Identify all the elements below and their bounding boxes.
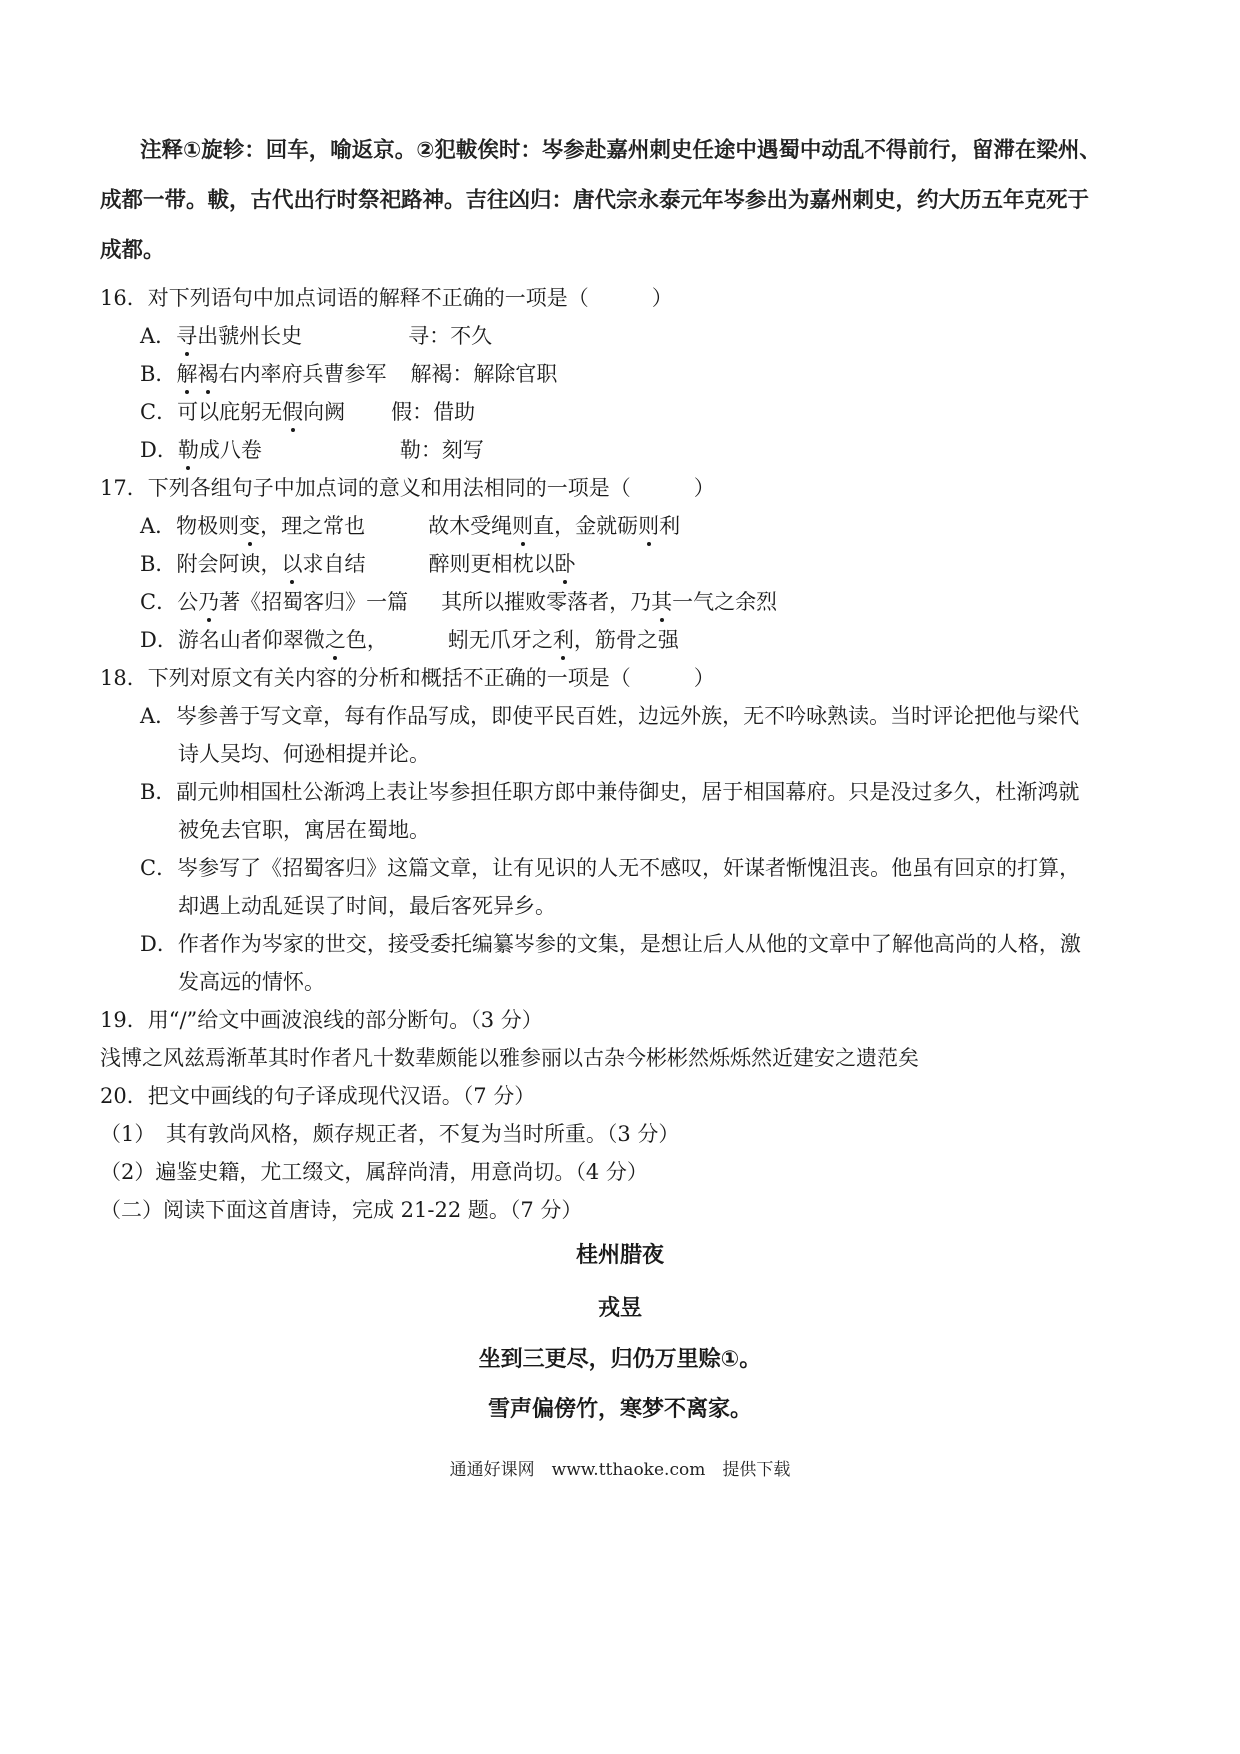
poem-author: 戎昱 (597, 1296, 642, 1321)
q17-d-sentence-1: 游名山者仰翠微之色， (178, 625, 448, 655)
q16-option-d: D．勒成八卷 勒：刻写 (140, 435, 484, 465)
q18-option-d-line-1: D．作者作为岑家的世交，接受委托编纂岑参的文集，是想让后人从他的文章中了解他高尚的人格，激 (140, 932, 1081, 956)
q18-option-a-line-1: A．岑参善于写文章，每有作品写成，即使平民百姓，边远外族，无不吟咏熟读。当时评论把他与梁代 (140, 704, 1080, 728)
q16-c-gloss: 假：借助 (391, 400, 476, 424)
q16-a-gloss: 寻：不久 (408, 324, 493, 348)
q19-stem: 19．用“/”给文中画波浪线的部分断句。（3 分） (100, 1008, 543, 1032)
emphasis-dot: 利 (553, 625, 574, 655)
page-footer: 通通好课网 www.tthaoke.com 提供下载 (449, 1460, 791, 1480)
emphasis-dot: 假 (282, 397, 303, 427)
q17-d-sentence-2: 蚓无爪牙之利，筋骨之强 (448, 628, 679, 652)
emphasis-dot: 则 (512, 511, 533, 541)
poem-line-1: 坐到三更尽，归仍万里赊①。 (478, 1347, 762, 1372)
q17-option-b: B．附会阿谀，以求自结 醉则更相枕以卧 (140, 549, 575, 579)
q17-b-sentence-2: 醉则更相枕以卧 (428, 552, 575, 576)
emphasis-dot: 寻 (176, 321, 197, 351)
q20-stem: 20．把文中画线的句子译成现代汉语。（7 分） (100, 1084, 536, 1108)
q17-option-a: A．物极则变，理之常也 故木受绳则直，金就砺则利 (140, 511, 680, 541)
q18-option-b-line-2: 被免去官职，寓居在蜀地。 (178, 818, 430, 842)
q16-option-a: A．寻出虢州长史 寻：不久 (140, 321, 492, 351)
note-line-1: 注释①旋轸：回车，喻返京。②犯軷俟时：岑参赴嘉州刺史任途中遇蜀中动乱不得前行，留滞在梁州、 (140, 138, 1101, 163)
emphasis-dot: 变 (239, 511, 260, 541)
q17-a-sentence-2: 故木受绳则直，金就砺则利 (428, 514, 680, 538)
emphasis-dot: 其 (651, 587, 672, 617)
emphasis-dot: 卧 (554, 549, 575, 579)
q18-option-c-line-2: 却遇上动乱延误了时间，最后客死异乡。 (178, 894, 556, 918)
poem-title: 桂州腊夜 (575, 1243, 664, 1268)
emphasis-dot: 以 (281, 549, 302, 579)
note-line-2: 成都一带。軷，古代出行时祭祀路神。吉往凶归：唐代宗永泰元年岑参出为嘉州刺史，约大历五年克死于 (100, 188, 1090, 213)
q16-b-text: 解褐右内率府兵曹参军 (176, 359, 410, 389)
q18-option-d-line-2: 发高远的情怀。 (178, 970, 325, 994)
emphasis-dot: 解 (176, 359, 197, 389)
q16-stem: 16．对下列语句中加点词语的解释不正确的一项是（ ） (100, 286, 673, 310)
q17-b-sentence-1: 附会阿谀，以求自结 (176, 549, 428, 579)
q16-option-b: B．解褐右内率府兵曹参军 解褐：解除官职 (140, 359, 557, 389)
q17-a-sentence-1: 物极则变，理之常也 (176, 511, 428, 541)
q20-sentence-2: （2）遍鉴史籍，尤工缀文，属辞尚清，用意尚切。（4 分） (100, 1160, 648, 1184)
q17-c-sentence-1: 公乃著《招蜀客归》一篇 (177, 587, 441, 617)
emphasis-dot: 之 (325, 625, 346, 655)
q17-stem: 17．下列各组句子中加点词的意义和用法相同的一项是（ ） (100, 476, 715, 500)
q16-c-text: 可以庇躬无假向阙 (177, 397, 391, 427)
q20-sentence-1: （1） 其有敦尚风格，颇存规正者，不复为当时所重。（3 分） (100, 1122, 680, 1146)
q16-a-text: 寻出虢州长史 (176, 321, 408, 351)
q17-c-sentence-2: 其所以摧败零落者，乃其一气之余烈 (441, 590, 777, 614)
section-2-heading: （二）阅读下面这首唐诗，完成 21-22 题。（7 分） (100, 1198, 583, 1222)
poem-line-2: 雪声偏傍竹，寒梦不离家。 (487, 1397, 752, 1422)
emphasis-dot: 乃 (198, 587, 219, 617)
q18-option-a-line-2: 诗人吴均、何逊相提并论。 (178, 742, 430, 766)
q17-option-c: C．公乃著《招蜀客归》一篇 其所以摧败零落者，乃其一气之余烈 (140, 587, 777, 617)
q16-b-gloss: 解褐：解除官职 (410, 362, 558, 386)
q16-option-c: C．可以庇躬无假向阙 假：借助 (140, 397, 475, 427)
q17-option-d: D．游名山者仰翠微之色， 蚓无爪牙之利，筋骨之强 (140, 625, 679, 655)
q18-option-c-line-1: C．岑参写了《招蜀客归》这篇文章，让有见识的人无不感叹，奸谋者惭愧沮丧。他虽有回京的打算， (140, 856, 1081, 880)
emphasis-dot: 勒 (178, 435, 199, 465)
emphasis-dot: 则 (638, 511, 659, 541)
q18-stem: 18．下列对原文有关内容的分析和概括不正确的一项是（ ） (100, 666, 715, 690)
q16-d-gloss: 勒：刻写 (399, 438, 484, 462)
q19-passage: 浅博之风兹焉渐革其时作者凡十数辈颇能以雅参丽以古杂今彬彬然烁烁然近建安之遗范矣 (100, 1046, 919, 1070)
q18-option-b-line-1: B．副元帅相国杜公渐鸿上表让岑参担任职方郎中兼侍御史，居于相国幕府。只是没过多久，杜渐鸿就 (140, 780, 1080, 804)
q16-d-text: 勒成八卷 (178, 435, 400, 465)
note-line-3: 成都。 (100, 238, 165, 263)
emphasis-dot: 褐 (197, 359, 218, 389)
